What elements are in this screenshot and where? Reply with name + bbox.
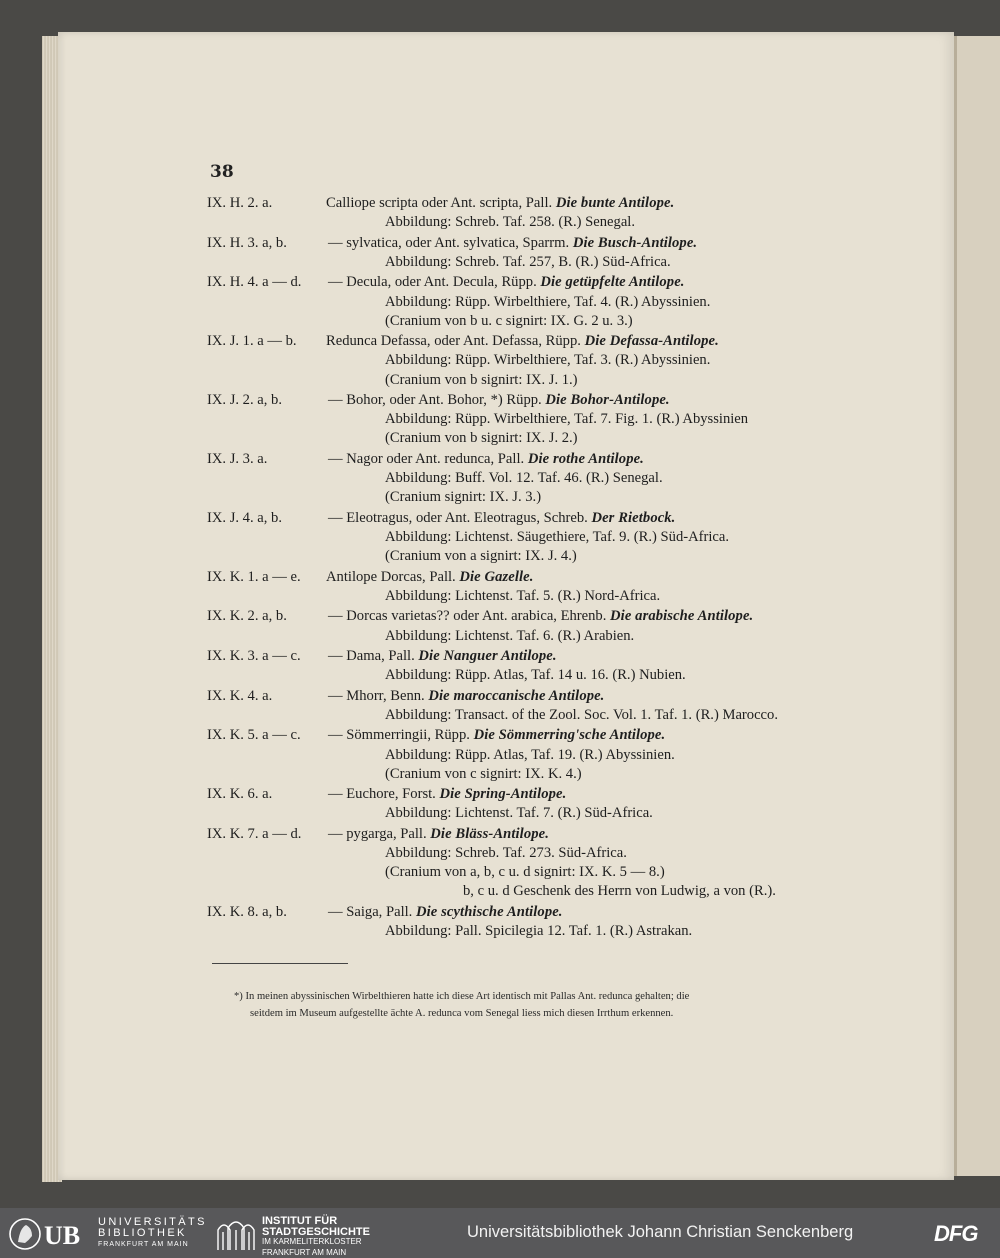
ditto-dash: — xyxy=(328,903,343,920)
scientific-name: Eleotragus, oder Ant. Eleotragus, Schreb. xyxy=(346,509,588,526)
catalogue-entry xyxy=(207,273,907,332)
specimen-code: IX. H. 2. a. xyxy=(207,195,273,211)
german-name: Die getüpfelte Antilope. xyxy=(540,274,685,291)
entry-heading-line xyxy=(207,607,907,626)
illustration-reference: Abbildung: Lichtenst. Taf. 5. (R.) Nord-Africa. xyxy=(385,587,661,604)
entry-heading-line xyxy=(207,903,907,922)
ditto-dash: — xyxy=(328,392,343,409)
entry-detail-line xyxy=(207,371,907,390)
ditto-dash: — xyxy=(328,608,343,625)
ub-line-1: UNIVERSITÄTS xyxy=(98,1216,207,1228)
catalogue-entries xyxy=(207,194,907,943)
species-name xyxy=(328,825,549,844)
facing-page-edge xyxy=(954,36,1000,1176)
catalogue-entry xyxy=(207,450,907,509)
city-history-institute-name xyxy=(262,1216,370,1258)
entry-heading-line xyxy=(207,509,907,528)
entry-detail-line xyxy=(207,922,907,941)
illustration-reference: Abbildung: Lichtenst. Taf. 7. (R.) Süd-Africa. xyxy=(385,805,653,822)
footnote-line-2: seitdem im Museum aufgestellte ächte A. redunca vom Senegal liess mich diesen Irrthum erkennen. xyxy=(250,1008,674,1019)
species-name xyxy=(328,450,644,469)
entry-heading-line xyxy=(207,234,907,253)
german-name: Die Defassa-Antilope. xyxy=(584,333,719,350)
isg-line-4: FRANKFURT AM MAIN xyxy=(262,1247,347,1257)
species-name xyxy=(328,391,670,410)
footnote-line-1: *) In meinen abyssinischen Wirbelthieren hatte ich diese Art identisch mit Pallas Ant. redunca gehalten; die xyxy=(234,991,690,1002)
entry-detail-line xyxy=(207,528,907,547)
entry-heading-line xyxy=(207,726,907,745)
ditto-dash: — xyxy=(328,825,343,842)
german-name: Die Bläss-Antilope. xyxy=(430,825,549,842)
ditto-dash: — xyxy=(328,687,343,704)
ditto-dash: — xyxy=(328,727,343,744)
specimen-code: IX. J. 2. a, b. xyxy=(207,392,282,409)
species-name xyxy=(328,509,675,528)
entry-heading-line xyxy=(207,332,907,351)
ditto-dash: — xyxy=(328,509,343,526)
entry-detail-line xyxy=(207,253,907,272)
german-name: Die maroccanische Antilope. xyxy=(428,687,605,704)
illustration-reference: Abbildung: Schreb. Taf. 258. (R.) Senegal. xyxy=(385,214,636,231)
specimen-code: IX. K. 5. a — c. xyxy=(207,727,301,744)
illustration-reference: Abbildung: Rüpp. Wirbelthiere, Taf. 4. (R.) Abyssinien. xyxy=(385,293,711,310)
german-name: Die Busch-Antilope. xyxy=(572,234,698,251)
catalogue-entry xyxy=(207,687,907,727)
specimen-code: IX. H. 3. a, b. xyxy=(207,234,287,251)
entry-detail-line xyxy=(207,293,907,312)
cranium-note: (Cranium von c signirt: IX. K. 4.) xyxy=(385,765,582,782)
ub-line-3: FRANKFURT AM MAIN xyxy=(98,1241,189,1248)
scientific-name: Redunca Defassa, oder Ant. Defassa, Rüpp. xyxy=(326,333,581,350)
species-name xyxy=(328,607,753,626)
catalogue-entry xyxy=(207,194,907,234)
scientific-name: Decula, oder Ant. Decula, Rüpp. xyxy=(346,274,537,291)
species-name xyxy=(326,568,534,587)
illustration-reference: Abbildung: Buff. Vol. 12. Taf. 46. (R.) Senegal. xyxy=(385,470,663,487)
german-name: Die arabische Antilope. xyxy=(610,608,754,625)
specimen-code: IX. J. 3. a. xyxy=(207,450,268,467)
catalogue-entry xyxy=(207,785,907,825)
illustration-reference: Abbildung: Schreb. Taf. 273. Süd-Africa. xyxy=(385,845,627,862)
entry-heading-line xyxy=(207,687,907,706)
cranium-note: (Cranium von b u. c signirt: IX. G. 2 u. 3.) xyxy=(385,312,633,329)
page-number: 38 xyxy=(210,162,234,182)
catalogue-entry xyxy=(207,391,907,450)
footnote-rule xyxy=(212,963,348,964)
scientific-name: Euchore, Forst. xyxy=(346,786,436,803)
ditto-dash: — xyxy=(328,450,343,467)
illustration-reference: Abbildung: Schreb. Taf. 257, B. (R.) Süd-Africa. xyxy=(385,253,671,270)
entry-detail-line xyxy=(207,627,907,646)
cranium-note: (Cranium signirt: IX. J. 3.) xyxy=(385,489,542,506)
illustration-reference: Abbildung: Lichtenst. Säugethiere, Taf. 9. (R.) Süd-Africa. xyxy=(385,528,730,545)
catalogue-entry xyxy=(207,509,907,568)
german-name: Die rothe Antilope. xyxy=(527,450,644,467)
illustration-reference: Abbildung: Rüpp. Wirbelthiere, Taf. 3. (R.) Abyssinien. xyxy=(385,352,711,369)
entry-detail-line xyxy=(207,844,907,863)
ditto-dash: — xyxy=(328,274,343,291)
cranium-note: (Cranium von b signirt: IX. J. 1.) xyxy=(385,371,578,388)
illustration-reference: Abbildung: Rüpp. Wirbelthiere, Taf. 7. Fig. 1. (R.) Abyssinien xyxy=(385,411,749,428)
specimen-code: IX. K. 1. a — e. xyxy=(207,568,301,585)
entry-detail-line xyxy=(207,547,907,566)
german-name: Der Rietbock. xyxy=(591,509,676,526)
entry-detail-line xyxy=(207,746,907,765)
german-name: Die Nanguer Antilope. xyxy=(418,647,557,664)
scientific-name: Saiga, Pall. xyxy=(346,903,413,920)
footnote xyxy=(234,988,854,1022)
scientific-name: Dorcas varietas?? oder Ant. arabica, Ehrenb. xyxy=(346,608,607,625)
specimen-code: IX. K. 4. a. xyxy=(207,687,273,704)
entry-detail-line xyxy=(207,429,907,448)
specimen-code: IX. K. 3. a — c. xyxy=(207,647,301,664)
entry-detail-line xyxy=(207,666,907,685)
illustration-reference: Abbildung: Pall. Spicilegia 12. Taf. 1. (R.) Astrakan. xyxy=(385,923,693,940)
german-name: Die Sömmerring'sche Antilope. xyxy=(473,727,666,744)
species-name xyxy=(328,234,697,253)
catalogue-entry xyxy=(207,726,907,785)
entry-heading-line xyxy=(207,825,907,844)
scientific-name: Bohor, oder Ant. Bohor, *) Rüpp. xyxy=(346,392,542,409)
ditto-dash: — xyxy=(328,647,343,664)
catalogue-entry xyxy=(207,332,907,391)
entry-detail-line xyxy=(207,488,907,507)
scientific-name: Nagor oder Ant. redunca, Pall. xyxy=(346,450,525,467)
cranium-note: (Cranium von b signirt: IX. J. 2.) xyxy=(385,430,578,447)
german-name: Die scythische Antilope. xyxy=(415,903,563,920)
species-name xyxy=(326,194,674,213)
donation-note: b, c u. d Geschenk des Herrn von Ludwig, a von (R.). xyxy=(463,883,776,900)
species-name xyxy=(328,273,685,292)
entry-detail-line xyxy=(207,882,907,901)
scientific-name: Mhorr, Benn. xyxy=(346,687,425,704)
entry-heading-line xyxy=(207,273,907,292)
university-library-logo-icon[interactable] xyxy=(8,1216,96,1252)
entry-detail-line xyxy=(207,804,907,823)
entry-heading-line xyxy=(207,568,907,587)
cranium-note: (Cranium von a, b, c u. d signirt: IX. K. 5 — 8.) xyxy=(385,864,665,881)
german-name: Die bunte Antilope. xyxy=(555,195,675,211)
ditto-dash: — xyxy=(328,234,343,251)
scientific-name: Antilope Dorcas, Pall. xyxy=(326,568,456,585)
isg-line-2: STADTGESCHICHTE xyxy=(262,1225,370,1238)
catalogue-entry xyxy=(207,647,907,687)
specimen-code: IX. K. 8. a, b. xyxy=(207,903,287,920)
city-history-institute-logo-icon[interactable] xyxy=(214,1216,258,1252)
entry-detail-line xyxy=(207,706,907,725)
german-name: Die Spring-Antilope. xyxy=(439,786,567,803)
entry-detail-line xyxy=(207,587,907,606)
scientific-name: pygarga, Pall. xyxy=(346,825,427,842)
entry-heading-line xyxy=(207,647,907,666)
entry-detail-line xyxy=(207,469,907,488)
specimen-code: IX. H. 4. a — d. xyxy=(207,274,302,291)
entry-detail-line xyxy=(207,351,907,370)
ditto-dash: — xyxy=(328,786,343,803)
illustration-reference: Abbildung: Transact. of the Zool. Soc. Vol. 1. Taf. 1. (R.) Marocco. xyxy=(385,706,778,723)
illustration-reference: Abbildung: Rüpp. Atlas, Taf. 14 u. 16. (R.) Nubien. xyxy=(385,667,686,684)
cranium-note: (Cranium von a signirt: IX. J. 4.) xyxy=(385,548,577,565)
german-name: Die Gazelle. xyxy=(459,568,534,585)
german-name: Die Bohor-Antilope. xyxy=(545,392,670,409)
catalogue-entry xyxy=(207,568,907,608)
species-name xyxy=(326,332,719,351)
catalogue-entry xyxy=(207,825,907,903)
specimen-code: IX. K. 6. a. xyxy=(207,786,273,803)
specimen-code: IX. J. 1. a — b. xyxy=(207,333,297,350)
species-name xyxy=(328,647,557,666)
species-name xyxy=(328,726,665,745)
species-name xyxy=(328,903,563,922)
entry-detail-line xyxy=(207,312,907,331)
entry-detail-line xyxy=(207,863,907,882)
isg-line-3: IM KARMELITERKLOSTER xyxy=(262,1237,362,1246)
library-full-name: Universitätsbibliothek Johann Christian Senckenberg xyxy=(467,1223,854,1241)
specimen-code: IX. K. 7. a — d. xyxy=(207,825,302,842)
dfg-logo[interactable]: DFG xyxy=(934,1221,978,1246)
scientific-name: Sömmerringii, Rüpp. xyxy=(346,727,470,744)
species-name xyxy=(328,687,604,706)
ub-line-2: BIBLIOTHEK xyxy=(98,1227,187,1239)
illustration-reference: Abbildung: Rüpp. Atlas, Taf. 19. (R.) Abyssinien. xyxy=(385,746,675,763)
species-name xyxy=(328,785,566,804)
catalogue-entry xyxy=(207,234,907,274)
scientific-name: sylvatica, oder Ant. sylvatica, Sparrm. xyxy=(346,234,570,251)
entry-heading-line xyxy=(207,391,907,410)
scientific-name: Dama, Pall. xyxy=(346,647,415,664)
scientific-name: Calliope scripta oder Ant. scripta, Pall. xyxy=(326,195,553,211)
entry-detail-line xyxy=(207,410,907,429)
entry-heading-line xyxy=(207,450,907,469)
entry-heading-line xyxy=(207,194,907,213)
catalogue-entry xyxy=(207,607,907,647)
specimen-code: IX. J. 4. a, b. xyxy=(207,509,282,526)
university-library-name xyxy=(98,1217,207,1250)
entry-heading-line xyxy=(207,785,907,804)
isg-line-1: INSTITUT FÜR xyxy=(262,1215,338,1227)
entry-detail-line xyxy=(207,765,907,784)
entry-detail-line xyxy=(207,213,907,232)
specimen-code: IX. K. 2. a, b. xyxy=(207,608,287,625)
catalogue-entry xyxy=(207,903,907,943)
illustration-reference: Abbildung: Lichtenst. Taf. 6. (R.) Arabien. xyxy=(385,627,635,644)
ub-letters: UB xyxy=(44,1221,81,1250)
footer-bar xyxy=(0,1208,1000,1258)
